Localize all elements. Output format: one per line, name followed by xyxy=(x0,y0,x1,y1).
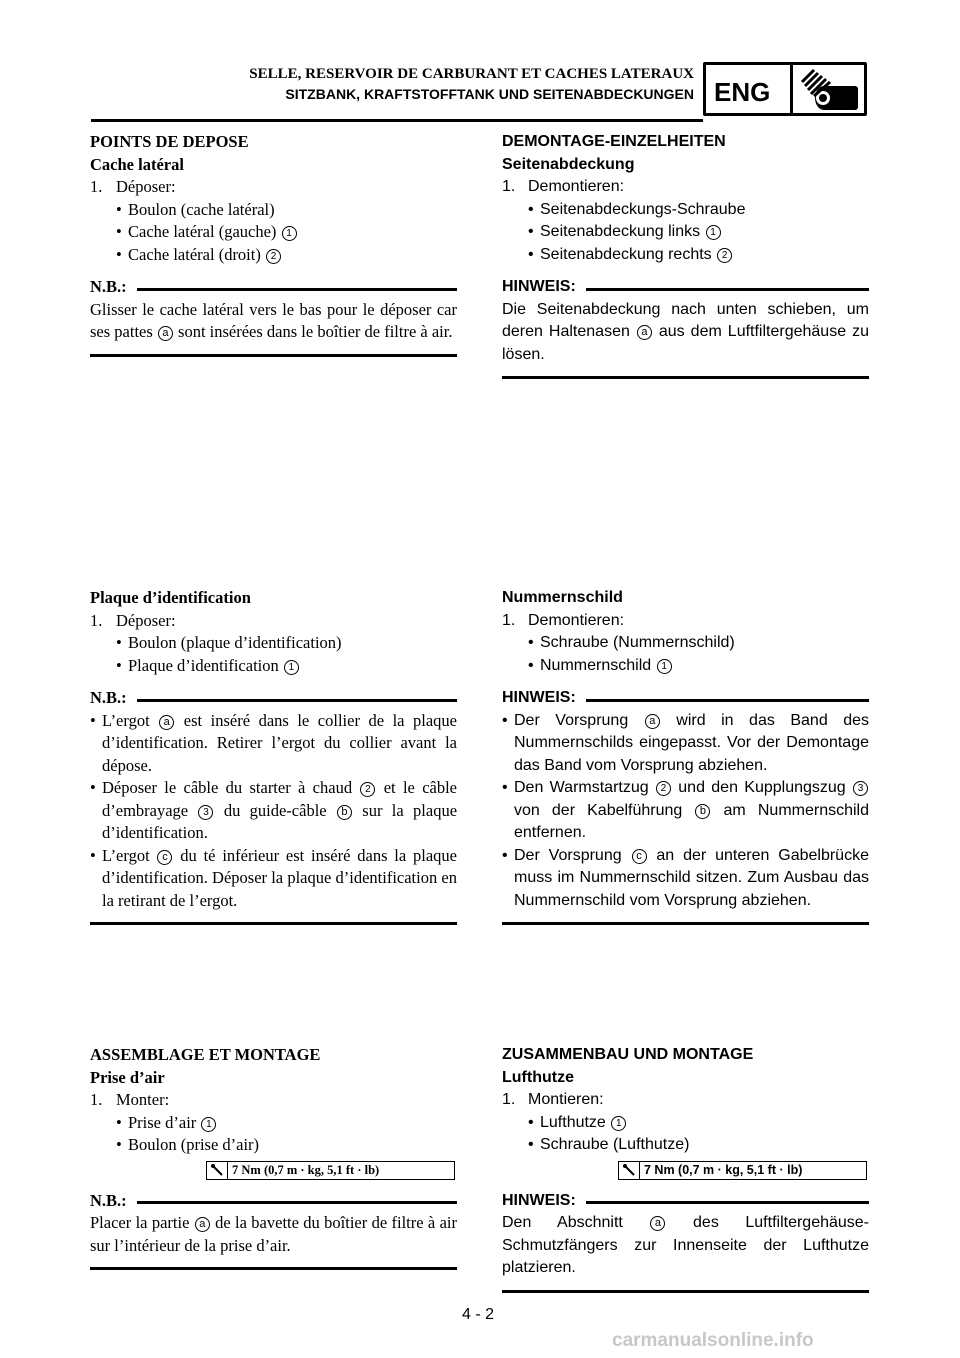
engine-cylinder-icon xyxy=(796,66,864,114)
note-header: HINWEIS: xyxy=(502,276,869,299)
torque-spec: 7 Nm (0,7 m · kg, 5,1 ft · lb) xyxy=(618,1161,867,1180)
page-number: 4 - 2 xyxy=(462,1306,495,1323)
header-title-fr: SELLE, RESERVOIR DE CARBURANT ET CACHES LATERAUX xyxy=(249,66,694,82)
note-bullet: • L’ergot c du té inférieur est inséré dans la plaque d’identification. Déposer la plaque d’identification en la retirant de l’ergot. xyxy=(90,845,458,910)
note-bullet: • Der Vorsprung c an der unteren Gabelbrücke muss im Nummernschild sitzen. Zum Ausbau das Nummernschild vom Vorsprung abziehen. xyxy=(502,846,869,909)
note-header: N.B.: xyxy=(90,687,457,710)
language-badge xyxy=(703,62,867,116)
de-step: 1. Demontieren: xyxy=(502,611,625,629)
note-bullet: • Den Warmstartzug 2 und den Kupplungszug 3 von der Kabelführung b am Nummernschild entfernen. xyxy=(502,779,869,841)
list-item: • Seitenabdeckung rechts 2 xyxy=(502,244,869,267)
note-header: N.B.: xyxy=(90,276,457,299)
fr-sub-air-intake: Prise d’air xyxy=(90,1067,165,1087)
list-item: • Cache latéral (droit) 2 xyxy=(90,244,457,267)
de-heading-assembly: ZUSAMMENBAU UND MONTAGE xyxy=(502,1046,754,1063)
de-section-plate xyxy=(502,587,869,925)
de-heading-removal: DEMONTAGE-EINZELHEITEN xyxy=(502,133,726,150)
note-bullet: • L’ergot a est inséré dans le collier de la plaque d’identification. Retirer l’ergot du collier avant la dépose. xyxy=(90,710,458,775)
note-header: N.B.: xyxy=(90,1190,457,1213)
list-item: • Lufthutze 1 xyxy=(502,1112,869,1135)
note-text: Placer la partie a de la bavette du boîtier de filtre à air sur l’intérieur de la prise d’air. xyxy=(90,1213,458,1255)
de-sub-plate: Nummernschild xyxy=(502,589,623,606)
de-sub-air-scoop: Lufthutze xyxy=(502,1068,574,1086)
note-end-rule xyxy=(90,1267,457,1270)
de-step: 1. Demontieren: xyxy=(502,178,625,195)
ref-number: 2 xyxy=(266,249,281,264)
note-bullet: • Déposer le câble du starter à chaud 2 et le câble d’embrayage 3 du guide-câble b sur la plaque d’identification. xyxy=(90,778,458,842)
fr-section-assembly xyxy=(90,1044,457,1270)
de-section-assembly xyxy=(502,1044,869,1293)
fr-step: 1. Déposer: xyxy=(90,610,176,630)
list-item: • Cache latéral (gauche) 1 xyxy=(90,221,457,244)
de-step: 1. Montieren: xyxy=(502,1091,604,1108)
de-section-removal xyxy=(502,131,869,379)
list-item: • Boulon (cache latéral) xyxy=(116,199,275,219)
header-title-de: SITZBANK, KRAFTSTOFFTANK UND SEITENABDECKUNGEN xyxy=(285,86,694,102)
list-item: • Seitenabdeckungs-Schraube xyxy=(528,200,746,218)
fr-heading-removal: POINTS DE DEPOSE xyxy=(90,132,249,151)
watermark: carmanualsonline.info xyxy=(612,1330,814,1351)
list-item: • Prise d’air 1 xyxy=(90,1112,457,1135)
note-end-rule xyxy=(502,922,869,925)
wrench-icon xyxy=(207,1162,228,1179)
fr-section-plate xyxy=(90,587,457,925)
fr-sub-side-cover: Cache latéral xyxy=(90,154,184,174)
note-text: Glisser le cache latéral vers le bas pour le déposer car ses pattes a sont insérées dans le boîtier de filtre à air. xyxy=(90,299,457,341)
note-text: Den Abschnitt a des Luftfiltergehäuse-Schmutzfängers zur Innenseite der Lufthutze platzieren. xyxy=(502,1214,870,1276)
note-end-rule xyxy=(90,354,457,357)
fr-section-removal xyxy=(90,131,457,357)
list-item: • Boulon (plaque d’identification) xyxy=(116,633,342,652)
fr-step: 1. Monter: xyxy=(90,1090,170,1109)
note-bullet: • Der Vorsprung a wird in das Band des Nummernschilds eingepasst. Vor der Demontage das Band vom Vorsprung abziehen. xyxy=(502,711,870,774)
note-header: HINWEIS: xyxy=(502,687,869,710)
note-end-rule xyxy=(502,1290,869,1293)
note-end-rule xyxy=(90,922,457,925)
note-text: Die Seitenabdeckung nach unten schieben, um deren Haltenasen a aus dem Luftfiltergehäuse zu lösen. xyxy=(502,300,869,363)
de-sub-side-cover: Seitenabdeckung xyxy=(502,155,635,173)
list-item: • Schraube (Lufthutze) xyxy=(528,1136,690,1153)
fr-step: 1. Déposer: xyxy=(90,177,176,196)
header-rule xyxy=(91,119,703,122)
list-item: • Plaque d’identification 1 xyxy=(90,655,457,678)
wrench-icon xyxy=(619,1162,640,1179)
note-header: HINWEIS: xyxy=(502,1190,869,1213)
badge-divider xyxy=(790,65,793,113)
list-item: • Schraube (Nummernschild) xyxy=(528,634,735,651)
list-item: • Boulon (prise d’air) xyxy=(116,1135,260,1154)
torque-spec: 7 Nm (0,7 m · kg, 5,1 ft · lb) xyxy=(206,1161,455,1180)
language-label: ENG xyxy=(714,77,771,107)
list-item: • Seitenabdeckung links 1 xyxy=(502,221,869,244)
note-end-rule xyxy=(502,376,869,379)
list-item: • Nummernschild 1 xyxy=(502,655,869,678)
ref-number: 1 xyxy=(282,226,297,241)
fr-sub-plate: Plaque d’identification xyxy=(90,588,251,607)
fr-heading-assembly: ASSEMBLAGE ET MONTAGE xyxy=(90,1045,321,1064)
